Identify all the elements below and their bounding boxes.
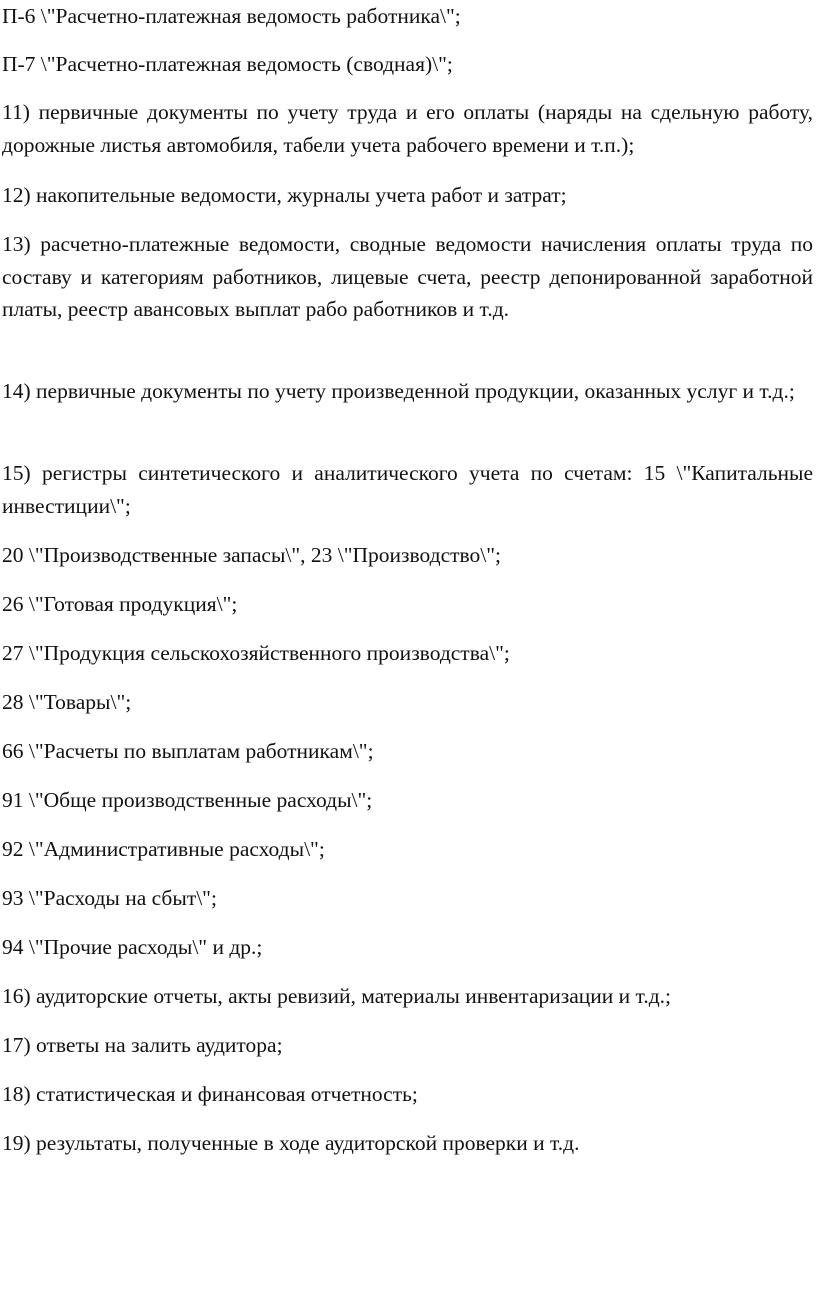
paragraph-p6: П-6 \"Расчетно-платежная ведомость работника\"; (2, 4, 461, 28)
paragraph-item-17: 17) ответы на залить аудитора; (2, 1033, 283, 1057)
paragraph-item-15: 15) регистры синтетического и аналитического учета по счетам: 15 \"Капитальные инвестиции\"; (2, 461, 813, 518)
paragraph-account-26: 26 \"Готовая продукция\"; (2, 592, 238, 616)
paragraph-item-13: 13) расчетно-платежные ведомости, сводные ведомости начисления оплаты труда по составу и категориям работников, лицевые счета, реестр депонированной заработной платы, реестр авансовых выплат рабо работников и т.д. (2, 232, 813, 321)
paragraph-account-28: 28 \"Товары\"; (2, 690, 132, 714)
paragraph-item-18: 18) статистическая и финансовая отчетность; (2, 1082, 418, 1106)
paragraph-item-12: 12) накопительные ведомости, журналы учета работ и затрат; (2, 183, 567, 207)
paragraph-item-19: 19) результаты, полученные в ходе аудиторской проверки и т.д. (2, 1131, 580, 1155)
paragraph-item-16: 16) аудиторские отчеты, акты ревизий, материалы инвентаризации и т.д.; (2, 984, 671, 1008)
paragraph-account-27: 27 \"Продукция сельскохозяйственного производства\"; (2, 641, 510, 665)
paragraph-account-92: 92 \"Административные расходы\"; (2, 837, 325, 861)
paragraph-item-11: 11) первичные документы по учету труда и его оплаты (наряды на сдельную работу, дорожные листья автомобиля, табели учета рабочего времени и т.п.); (2, 100, 813, 157)
paragraph-account-93: 93 \"Расходы на сбыт\"; (2, 886, 217, 910)
paragraph-p7: П-7 \"Расчетно-платежная ведомость (сводная)\"; (2, 52, 453, 76)
paragraph-account-20-23: 20 \"Производственные запасы\", 23 \"Производство\"; (2, 543, 502, 567)
paragraph-account-94: 94 \"Прочие расходы\" и др.; (2, 935, 263, 959)
paragraph-account-91: 91 \"Обще производственные расходы\"; (2, 788, 373, 812)
paragraph-account-66: 66 \"Расчеты по выплатам работникам\"; (2, 739, 374, 763)
paragraph-item-14: 14) первичные документы по учету произведенной продукции, оказанных услуг и т.д.; (2, 379, 795, 403)
